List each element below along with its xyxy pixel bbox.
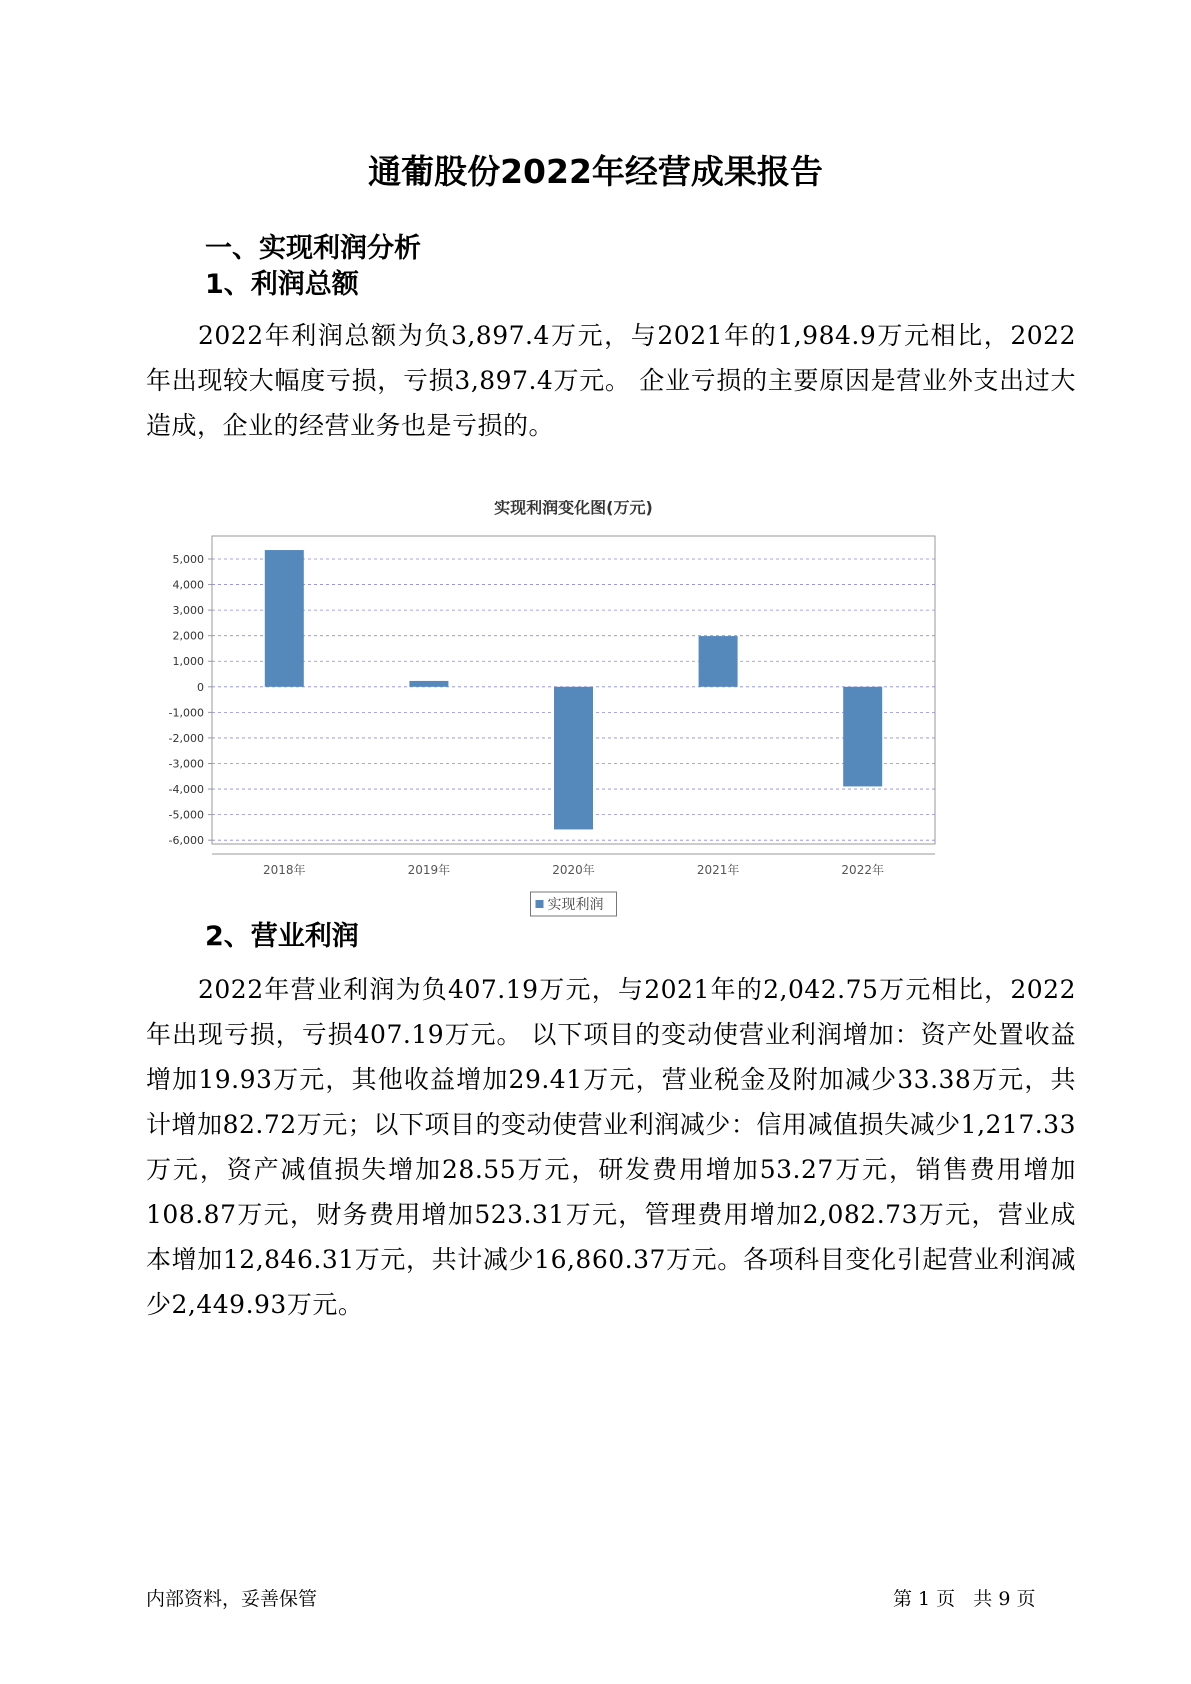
x-tick-label: 2020年 [552, 863, 595, 877]
bar-2019年 [409, 681, 448, 687]
operating-profit-paragraph: 2022年营业利润为负407.19万元，与2021年的2,042.75万元相比，2022年出现亏损，亏损407.19万元。 以下项目的变动使营业利润增加：资产处置收益增加19.93万元，其他收益增加29.41万元，营业税金及附加减少33.38万元，共计增加82.72万元；以下项目的变动使营业利润减少：信用减值损失减少1,217.33万元，资产减值损失增加28.55万元，研发费用增加53.27万元，销售费用增加108.87万元，财务费用增加523.31万元，管理费用增加2,082.73万元，营业成本增加12,846.31万元，共计减少16,860.37万元。各项科目变化引起营业利润减少2,449.93万元。 [146, 975, 1076, 1319]
y-tick-label: 0 [197, 680, 204, 694]
legend-swatch [536, 900, 544, 908]
footer-page-number: 第 1 页 共 9 页 [893, 1588, 1036, 1610]
y-tick-label: -3,000 [168, 757, 204, 771]
y-tick-label: -4,000 [168, 783, 204, 797]
y-tick-label: 1,000 [172, 655, 204, 669]
chart-title: 实现利润变化图(万元) [494, 500, 653, 517]
y-tick-label: 4,000 [172, 578, 204, 592]
y-tick-label: 3,000 [172, 604, 204, 618]
bar-2021年 [699, 636, 738, 687]
bar-2020年 [554, 687, 593, 830]
y-tick-label: -1,000 [168, 706, 204, 720]
footer-confidential-note: 内部资料，妥善保管 [146, 1588, 318, 1610]
x-tick-label: 2019年 [407, 863, 451, 877]
bar-2018年 [265, 550, 304, 687]
y-tick-label: -6,000 [168, 834, 204, 848]
section-heading-profit-analysis: 一、实现利润分析 [205, 233, 421, 264]
y-tick-label: -2,000 [168, 731, 204, 745]
profit-bar-chart [150, 500, 1030, 960]
y-tick-label: 5,000 [172, 553, 204, 567]
x-tick-label: 2021年 [696, 863, 740, 877]
x-tick-label: 2022年 [841, 863, 884, 877]
y-tick-label: 2,000 [172, 629, 204, 643]
x-tick-label: 2018年 [263, 863, 306, 877]
y-tick-label: -5,000 [168, 808, 204, 822]
legend-label: 实现利润 [547, 897, 604, 913]
subheading-operating-profit: 2、营业利润 [205, 921, 359, 952]
subheading-total-profit: 1、利润总额 [205, 269, 359, 300]
document-title: 通葡股份2022年经营成果报告 [368, 152, 823, 191]
bar-2022年 [843, 687, 882, 787]
profit-chart [150, 500, 1030, 960]
total-profit-paragraph: 2022年利润总额为负3,897.4万元，与2021年的1,984.9万元相比，2022年出现较大幅度亏损，亏损3,897.4万元。 企业亏损的主要原因是营业外支出过大造成，企业的经营业务也是亏损的。 [146, 321, 1076, 440]
